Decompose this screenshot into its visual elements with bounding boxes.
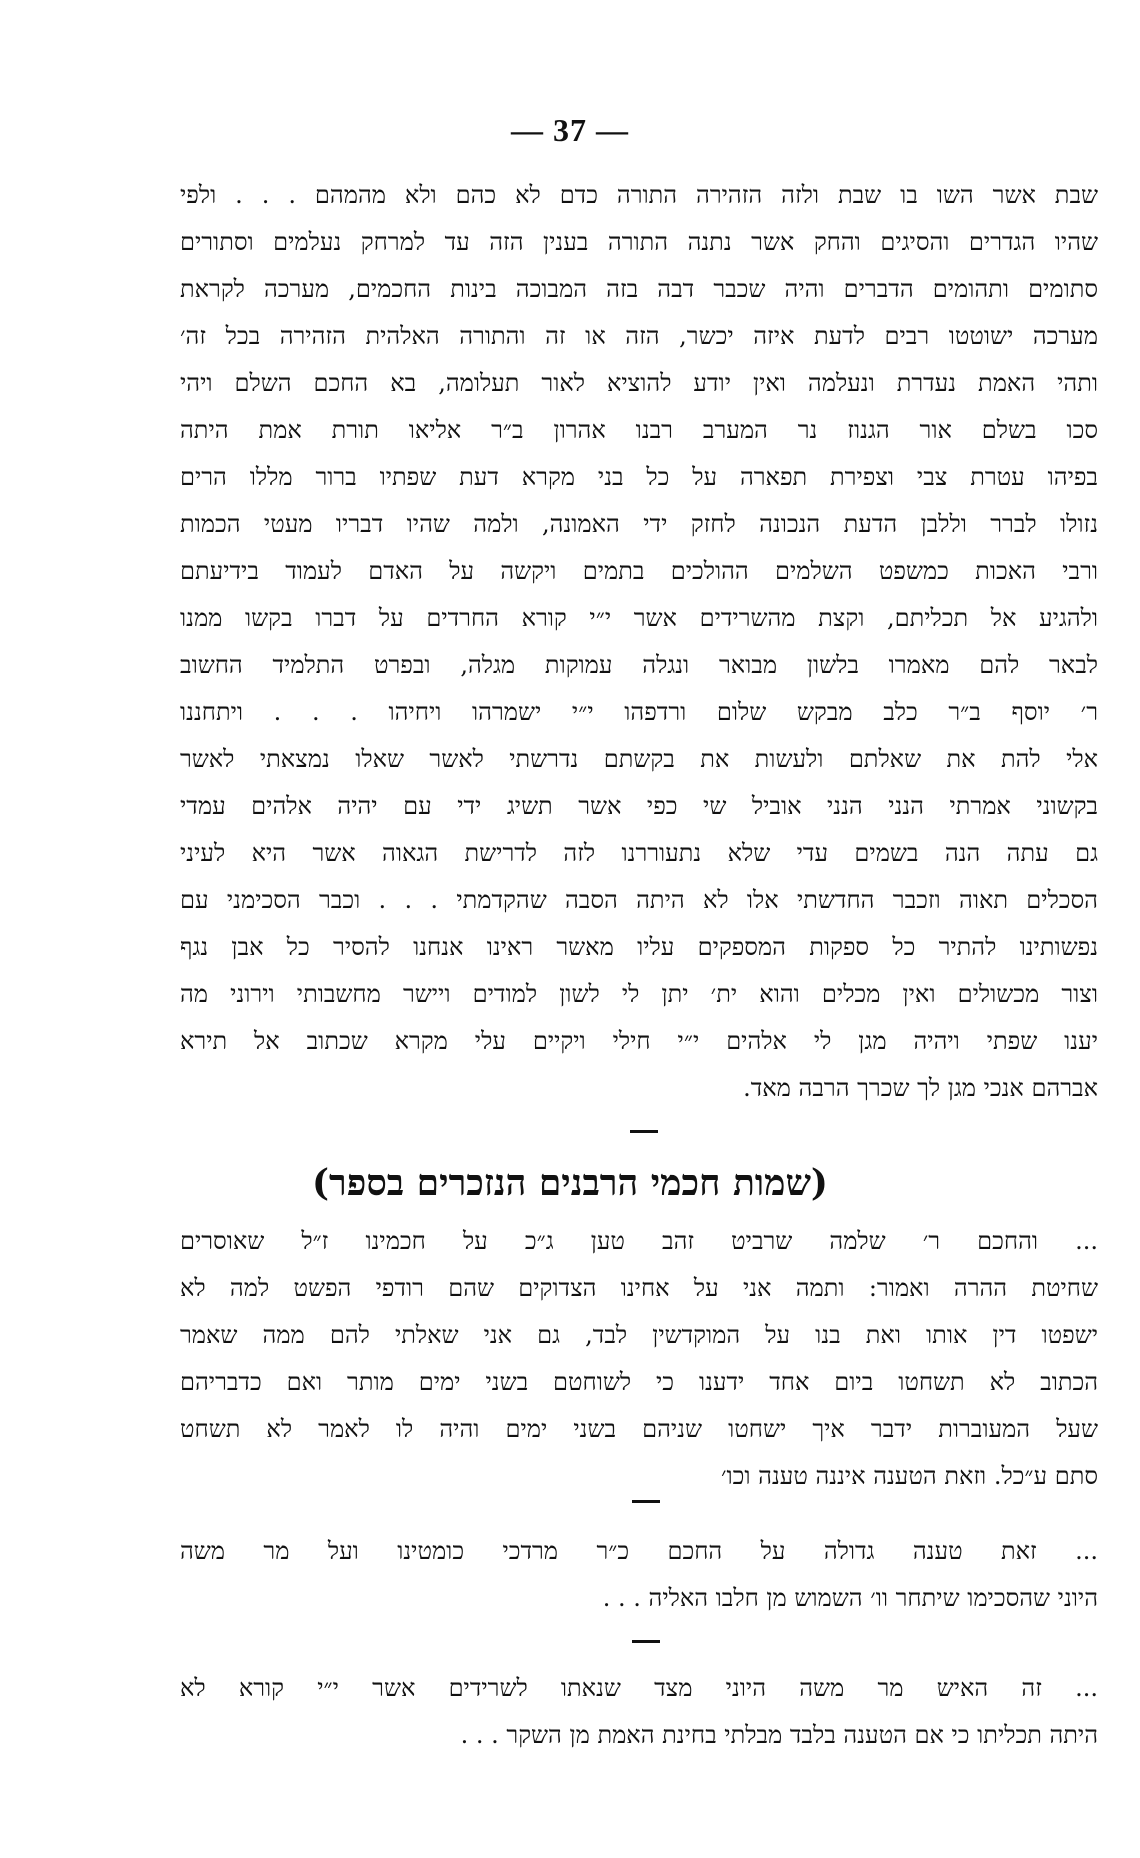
text-line: שעל המעוברות ידבר איך ישחטו שניהם בשני ימים והיה לו לאמר לא תשחט — [180, 1415, 1098, 1443]
text-line: הכתוב לא תשחטו ביום אחד ידענו כי לשוחטם בשני ימים מותר ואם כדבריהם — [180, 1368, 1098, 1396]
text-line: נפשותינו להתיר כל ספקות המספקים עליו מאשר ראינו אנחנו להסיר כל אבן נגף — [180, 933, 1098, 961]
text-line: ותהי האמת נעדרת ונעלמה ואין יודע להוציא לאור תעלומה, בא החכם השלם ויהי — [180, 369, 1098, 397]
text-line: שחיטת ההרה ואמור: ותמה אני על אחינו הצדוקים שהם רודפי הפשט למה לא — [180, 1274, 1098, 1302]
text-line: אלי להת את שאלתם ולעשות את בקשתם נדרשתי לאשר שאלו נמצאתי לאשר — [180, 745, 1098, 773]
paragraph-moshe — [180, 1665, 1098, 1759]
text-line: שבת אשר השו בו שבת ולזה הזהירה התורה כדם לא כהם ולא מהמהם . . . ולפי — [180, 181, 1098, 209]
main-text — [180, 172, 1098, 1112]
text-line: סתומים ותהומים הדברים והיה שכבר דבה בזה המבוכה בינות החכמים, מערכה לקראת — [180, 275, 1098, 303]
text-line: ר׳ יוסף ב״ר כלב מבקש שלום ורדפהו י״י ישמרהו ויחיהו . . . ויתחננו — [180, 698, 1098, 726]
text-line: היתה תכליתו כי אם הטענה בלבד מבלתי בחינת האמת מן השקר . . . — [460, 1721, 1098, 1749]
text-line: וצור מכשולים ואין מכלים והוא ית׳ יתן לי לשון למודים ויישר מחשבותי וירוני מה — [180, 980, 1098, 1008]
divider — [630, 1130, 658, 1133]
text-line: לבאר להם מאמרו בלשון מבואר ונגלה עמוקות מגלה, ובפרט התלמיד החשוב — [180, 651, 1098, 679]
text-line: ... זאת טענה גדולה על החכם כ״ר מרדכי כומטינו ועל מר משה — [180, 1537, 1098, 1565]
text-line: אברהם אנכי מגן לך שכרך הרבה מאד. — [743, 1074, 1098, 1102]
text-line: שהיו הגדרים והסיגים והחק אשר נתנה התורה בענין הזה עד למרחק נעלמים וסתורים — [180, 228, 1098, 256]
text-line: ... זה האיש מר משה היוני מצד שנאתו לשרידים אשר י״י קורא לא — [180, 1674, 1098, 1702]
page-number: — 37 — — [511, 112, 629, 148]
paragraph-mordechai — [180, 1528, 1098, 1622]
text-line: נזולו לברר וללבן הדעת הנכונה לחזק ידי האמונה, ולמה שהיו דבריו מעטי הכמות — [180, 510, 1098, 538]
text-line: יענו שפתי ויהיה מגן לי אלהים י״י חילי ויקיים עלי מקרא שכתוב אל תירא — [180, 1027, 1098, 1055]
text-line: סתם ע״כל. וזאת הטענה איננה טענה וכו׳ — [720, 1462, 1098, 1490]
paragraph-shlomo — [180, 1218, 1098, 1500]
text-line: סכו בשלם אור הגנוז נר המערב רבנו אהרון ב״ר אליאו תורת אמת היתה — [180, 416, 1098, 444]
text-line: מערכה ישוטטו רבים לדעת איזה יכשר, הזה או זה והתורה האלהית הזהירה בכל זה׳ — [180, 322, 1098, 350]
section-heading: (שמות חכמי הרבנים הנזכרים בספר) — [312, 1162, 828, 1204]
text-line: בפיהו עטרת צבי וצפירת תפארה על כל בני מקרא דעת שפתיו ברור מללו הרים — [180, 463, 1098, 491]
text-line: ולהגיע אל תכליתם, וקצת מהשרידים אשר י״י קורא החרדים על דברו בקשו ממנו — [180, 604, 1098, 632]
text-line: ... והחכם ר׳ שלמה שרביט זהב טען ג״כ על חכמינו ז״ל שאוסרים — [180, 1227, 1098, 1255]
text-line: הסכלים תאוה וזכבר החדשתי אלו לא היתה הסבה שהקדמתי . . . וכבר הסכימני עם — [180, 886, 1098, 914]
text-line: גם עתה הנה בשמים עדי שלא נתעוררנו לזה לדרישת הגאוה אשר היא לעיני — [180, 839, 1098, 867]
divider — [632, 1500, 660, 1503]
text-line: היוני שהסכימו שיתחר וו׳ השמוש מן חלבו האליה . . . — [602, 1584, 1098, 1612]
text-line: בקשוני אמרתי הנני הנני אוביל שי כפי אשר תשיג ידי עם יהיה אלהים עמדי — [180, 792, 1098, 820]
divider — [632, 1640, 660, 1643]
text-line: ישפטו דין אותו ואת בנו על המוקדשין לבד, גם אני שאלתי להם ממה שאמר — [180, 1321, 1098, 1349]
text-line: ורבי האכות כמשפט השלמים ההולכים בתמים ויקשה על האדם לעמוד בידיעתם — [180, 557, 1098, 585]
